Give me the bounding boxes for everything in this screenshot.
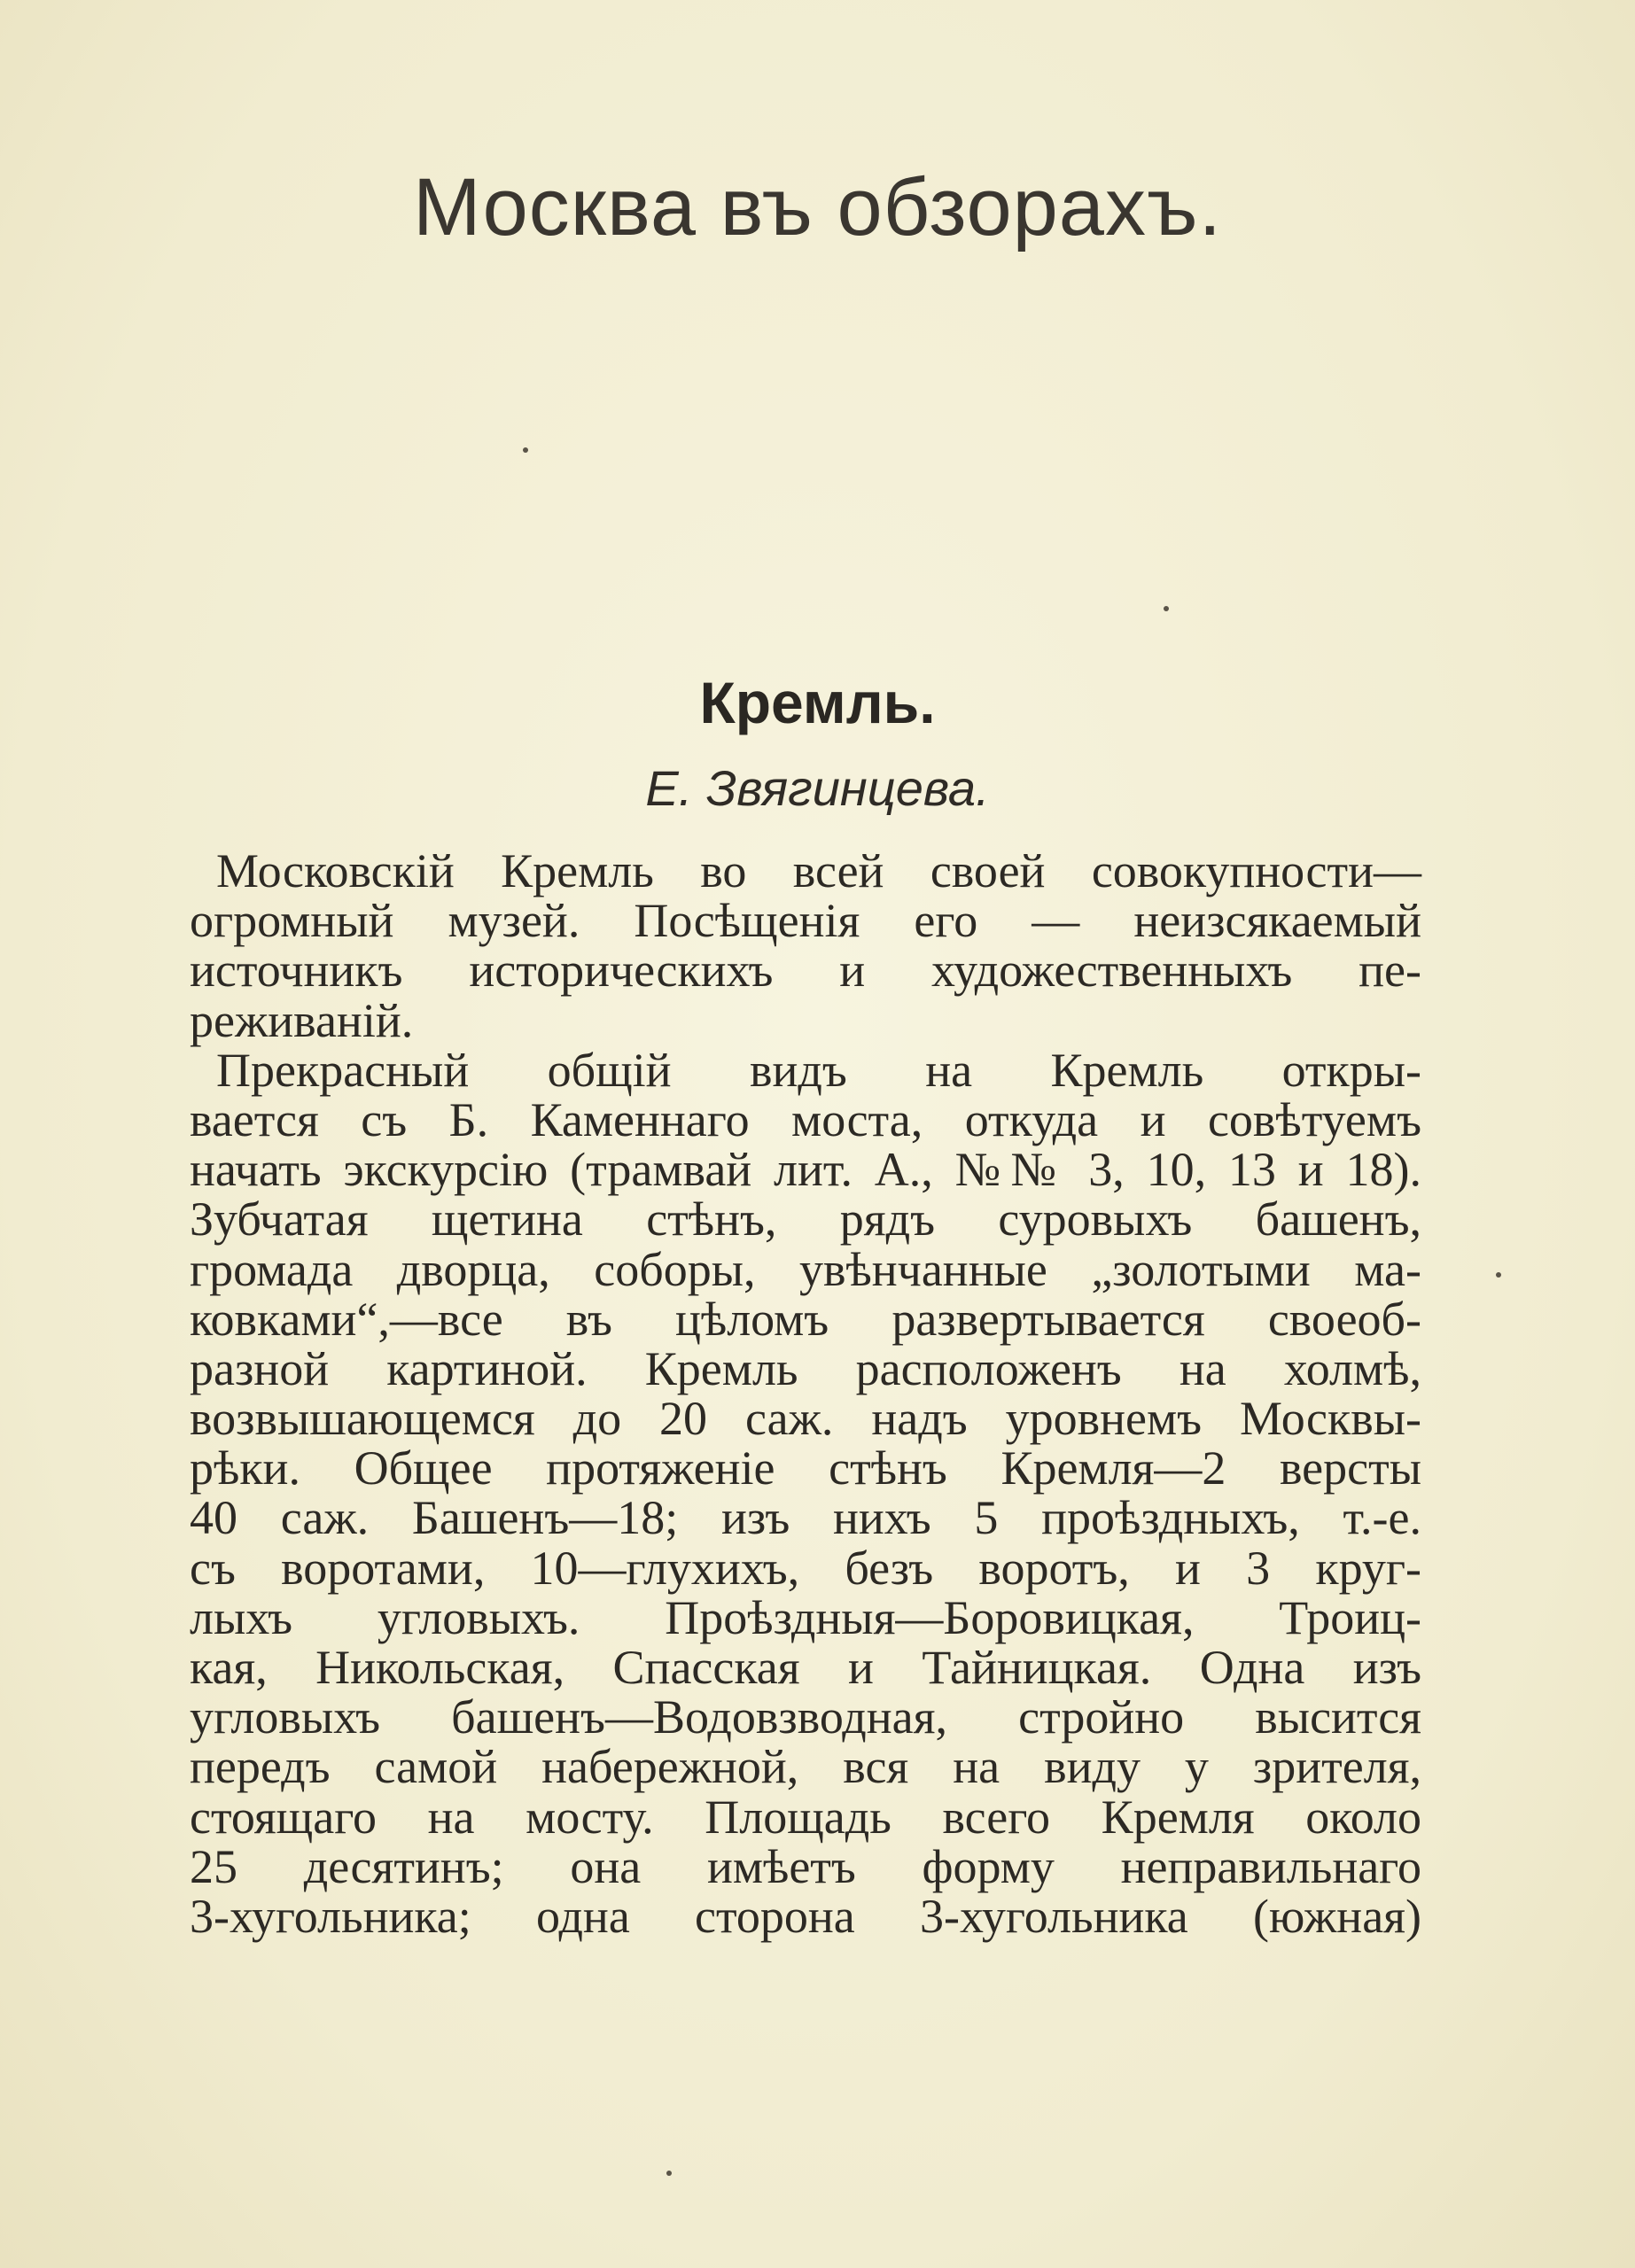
text-line: Прекрасный общій видъ на Кремль откры- — [216, 1043, 1421, 1097]
text-line: съ воротами, 10—глухихъ, безъ воротъ, и 3 круг- — [190, 1541, 1421, 1595]
paper-speck — [1164, 606, 1169, 611]
text-line: 25 десятинъ; она имѣетъ форму неправильнаго — [190, 1839, 1421, 1893]
author-name: Е. Звягинцева. — [645, 760, 990, 816]
text-line: лыхъ угловыхъ. Проѣздныя—Боровицкая, Троиц- — [190, 1590, 1421, 1644]
running-title: Москва въ обзорахъ. — [412, 162, 1223, 252]
text-line: кая, Никольская, Спасская и Тайницкая. Одна изъ — [190, 1641, 1421, 1694]
text-line: ковками“,—все въ цѣломъ развертывается своеоб- — [190, 1292, 1421, 1346]
text-line: огромный музей. Посѣщенія его — неизсякаемый — [190, 894, 1421, 948]
paragraph-2 — [190, 1045, 1421, 1941]
text-line: рѣки. Общее протяженіе стѣнъ Кремля—2 версты — [190, 1441, 1421, 1495]
text-line: громада дворца, соборы, увѣнчанные „золотыми ма- — [190, 1242, 1421, 1296]
text-line: передъ самой набережной, вся на виду у зрителя, — [190, 1740, 1421, 1794]
paper-speck — [523, 447, 528, 453]
section-title: Кремль. — [699, 670, 936, 735]
text-line: 3-хугольника; одна сторона 3-хугольника (южная) — [190, 1889, 1421, 1943]
text-line: возвышающемся до 20 саж. надъ уровнемъ Москвы- — [190, 1392, 1421, 1446]
paragraph-1 — [190, 846, 1421, 1045]
body-text — [190, 846, 1421, 1941]
text-line: источникъ историческихъ и художественныхъ пе- — [190, 944, 1421, 998]
text-line: 40 саж. Башенъ—18; изъ нихъ 5 проѣздныхъ, т.-е. — [190, 1491, 1421, 1545]
text-line: стоящаго на мосту. Площадь всего Кремля около — [190, 1790, 1421, 1844]
text-line: реживаній. — [190, 993, 414, 1047]
paper-speck — [666, 2171, 672, 2176]
text-line: вается съ Б. Каменнаго моста, откуда и совѣтуемъ — [190, 1092, 1421, 1146]
paper-speck — [1496, 1272, 1501, 1278]
text-line: начать экскурсію (трамвай лит. А., №№ 3, 10, 13 и 18). — [190, 1143, 1421, 1197]
text-line: угловыхъ башенъ—Водовзводная, стройно высится — [190, 1690, 1421, 1744]
text-line: разной картиной. Кремль расположенъ на холмѣ, — [190, 1341, 1421, 1395]
text-line: Московскій Кремль во всей своей совокупности— — [216, 844, 1421, 897]
text-line: Зубчатая щетина стѣнъ, рядъ суровыхъ башенъ, — [190, 1192, 1421, 1247]
